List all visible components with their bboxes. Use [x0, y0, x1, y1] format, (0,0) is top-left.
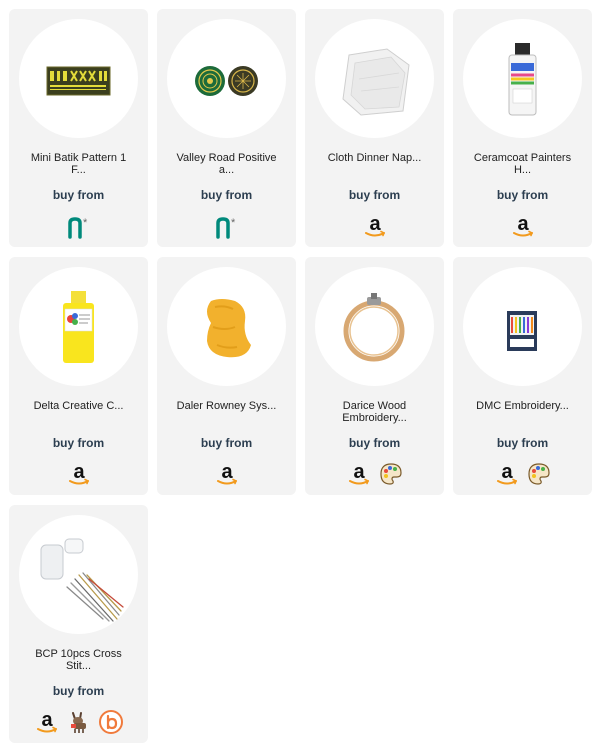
amazon-store-icon[interactable]: [362, 213, 388, 239]
n-star-store-icon[interactable]: [214, 213, 240, 239]
product-title[interactable]: Cloth Dinner Nap...: [327, 152, 422, 164]
product-title[interactable]: Daler Rowney Sys...: [176, 400, 277, 412]
svg-text:a: a: [72, 461, 85, 483]
product-image-floss-pack[interactable]: [463, 267, 582, 386]
svg-text:a: a: [220, 461, 233, 483]
amazon-store-icon[interactable]: [66, 461, 92, 487]
product-card[interactable]: [305, 9, 444, 247]
svg-text:a: a: [352, 461, 365, 483]
buy-from-label: buy from: [348, 436, 401, 450]
product-image-batik-stamp[interactable]: [19, 19, 138, 138]
product-title[interactable]: Valley Road Positive a...: [176, 152, 277, 176]
amazon-store-icon[interactable]: [494, 461, 520, 487]
product-card[interactable]: [9, 9, 148, 247]
product-title[interactable]: Mini Batik Pattern 1 F...: [30, 152, 127, 176]
buy-from-label: buy from: [200, 188, 253, 202]
buy-from-label: buy from: [200, 436, 253, 450]
donkey-store-icon[interactable]: [66, 709, 92, 735]
n-star-store-icon[interactable]: [66, 213, 92, 239]
product-card[interactable]: [9, 257, 148, 495]
product-title[interactable]: Darice Wood Embroidery...: [342, 400, 407, 424]
amazon-store-icon[interactable]: [34, 709, 60, 735]
product-card[interactable]: [453, 9, 592, 247]
amazon-store-icon[interactable]: [346, 461, 372, 487]
bonanza-store-icon[interactable]: [98, 709, 124, 735]
product-image-round-stamps[interactable]: [167, 19, 286, 138]
product-title[interactable]: BCP 10pcs Cross Stit...: [35, 648, 122, 672]
product-title[interactable]: Ceramcoat Painters H...: [473, 152, 572, 176]
product-card[interactable]: [157, 9, 296, 247]
svg-text:a: a: [40, 709, 53, 731]
buy-from-label: buy from: [348, 188, 401, 202]
svg-text:a: a: [500, 461, 513, 483]
svg-text:*: *: [82, 217, 87, 229]
product-image-embroidery-hoop[interactable]: [315, 267, 434, 386]
product-card[interactable]: [453, 257, 592, 495]
palette-store-icon[interactable]: [526, 461, 552, 487]
buy-from-label: buy from: [52, 684, 105, 698]
product-card[interactable]: [305, 257, 444, 495]
buy-from-label: buy from: [496, 188, 549, 202]
product-card[interactable]: [157, 257, 296, 495]
amazon-store-icon[interactable]: [510, 213, 536, 239]
product-title[interactable]: Delta Creative C...: [33, 400, 124, 412]
product-image-needles[interactable]: [19, 515, 138, 634]
svg-text:*: *: [230, 217, 235, 229]
svg-text:a: a: [516, 213, 529, 235]
svg-text:a: a: [368, 213, 381, 235]
product-image-white-napkins[interactable]: [315, 19, 434, 138]
product-image-yellow-swatch[interactable]: [167, 267, 286, 386]
buy-from-label: buy from: [52, 436, 105, 450]
amazon-store-icon[interactable]: [214, 461, 240, 487]
buy-from-label: buy from: [52, 188, 105, 202]
product-image-paint-bottle-yellow[interactable]: [19, 267, 138, 386]
buy-from-label: buy from: [496, 436, 549, 450]
product-card[interactable]: [9, 505, 148, 743]
product-image-paint-bottle-white[interactable]: [463, 19, 582, 138]
palette-store-icon[interactable]: [378, 461, 404, 487]
product-title[interactable]: DMC Embroidery...: [476, 400, 569, 412]
